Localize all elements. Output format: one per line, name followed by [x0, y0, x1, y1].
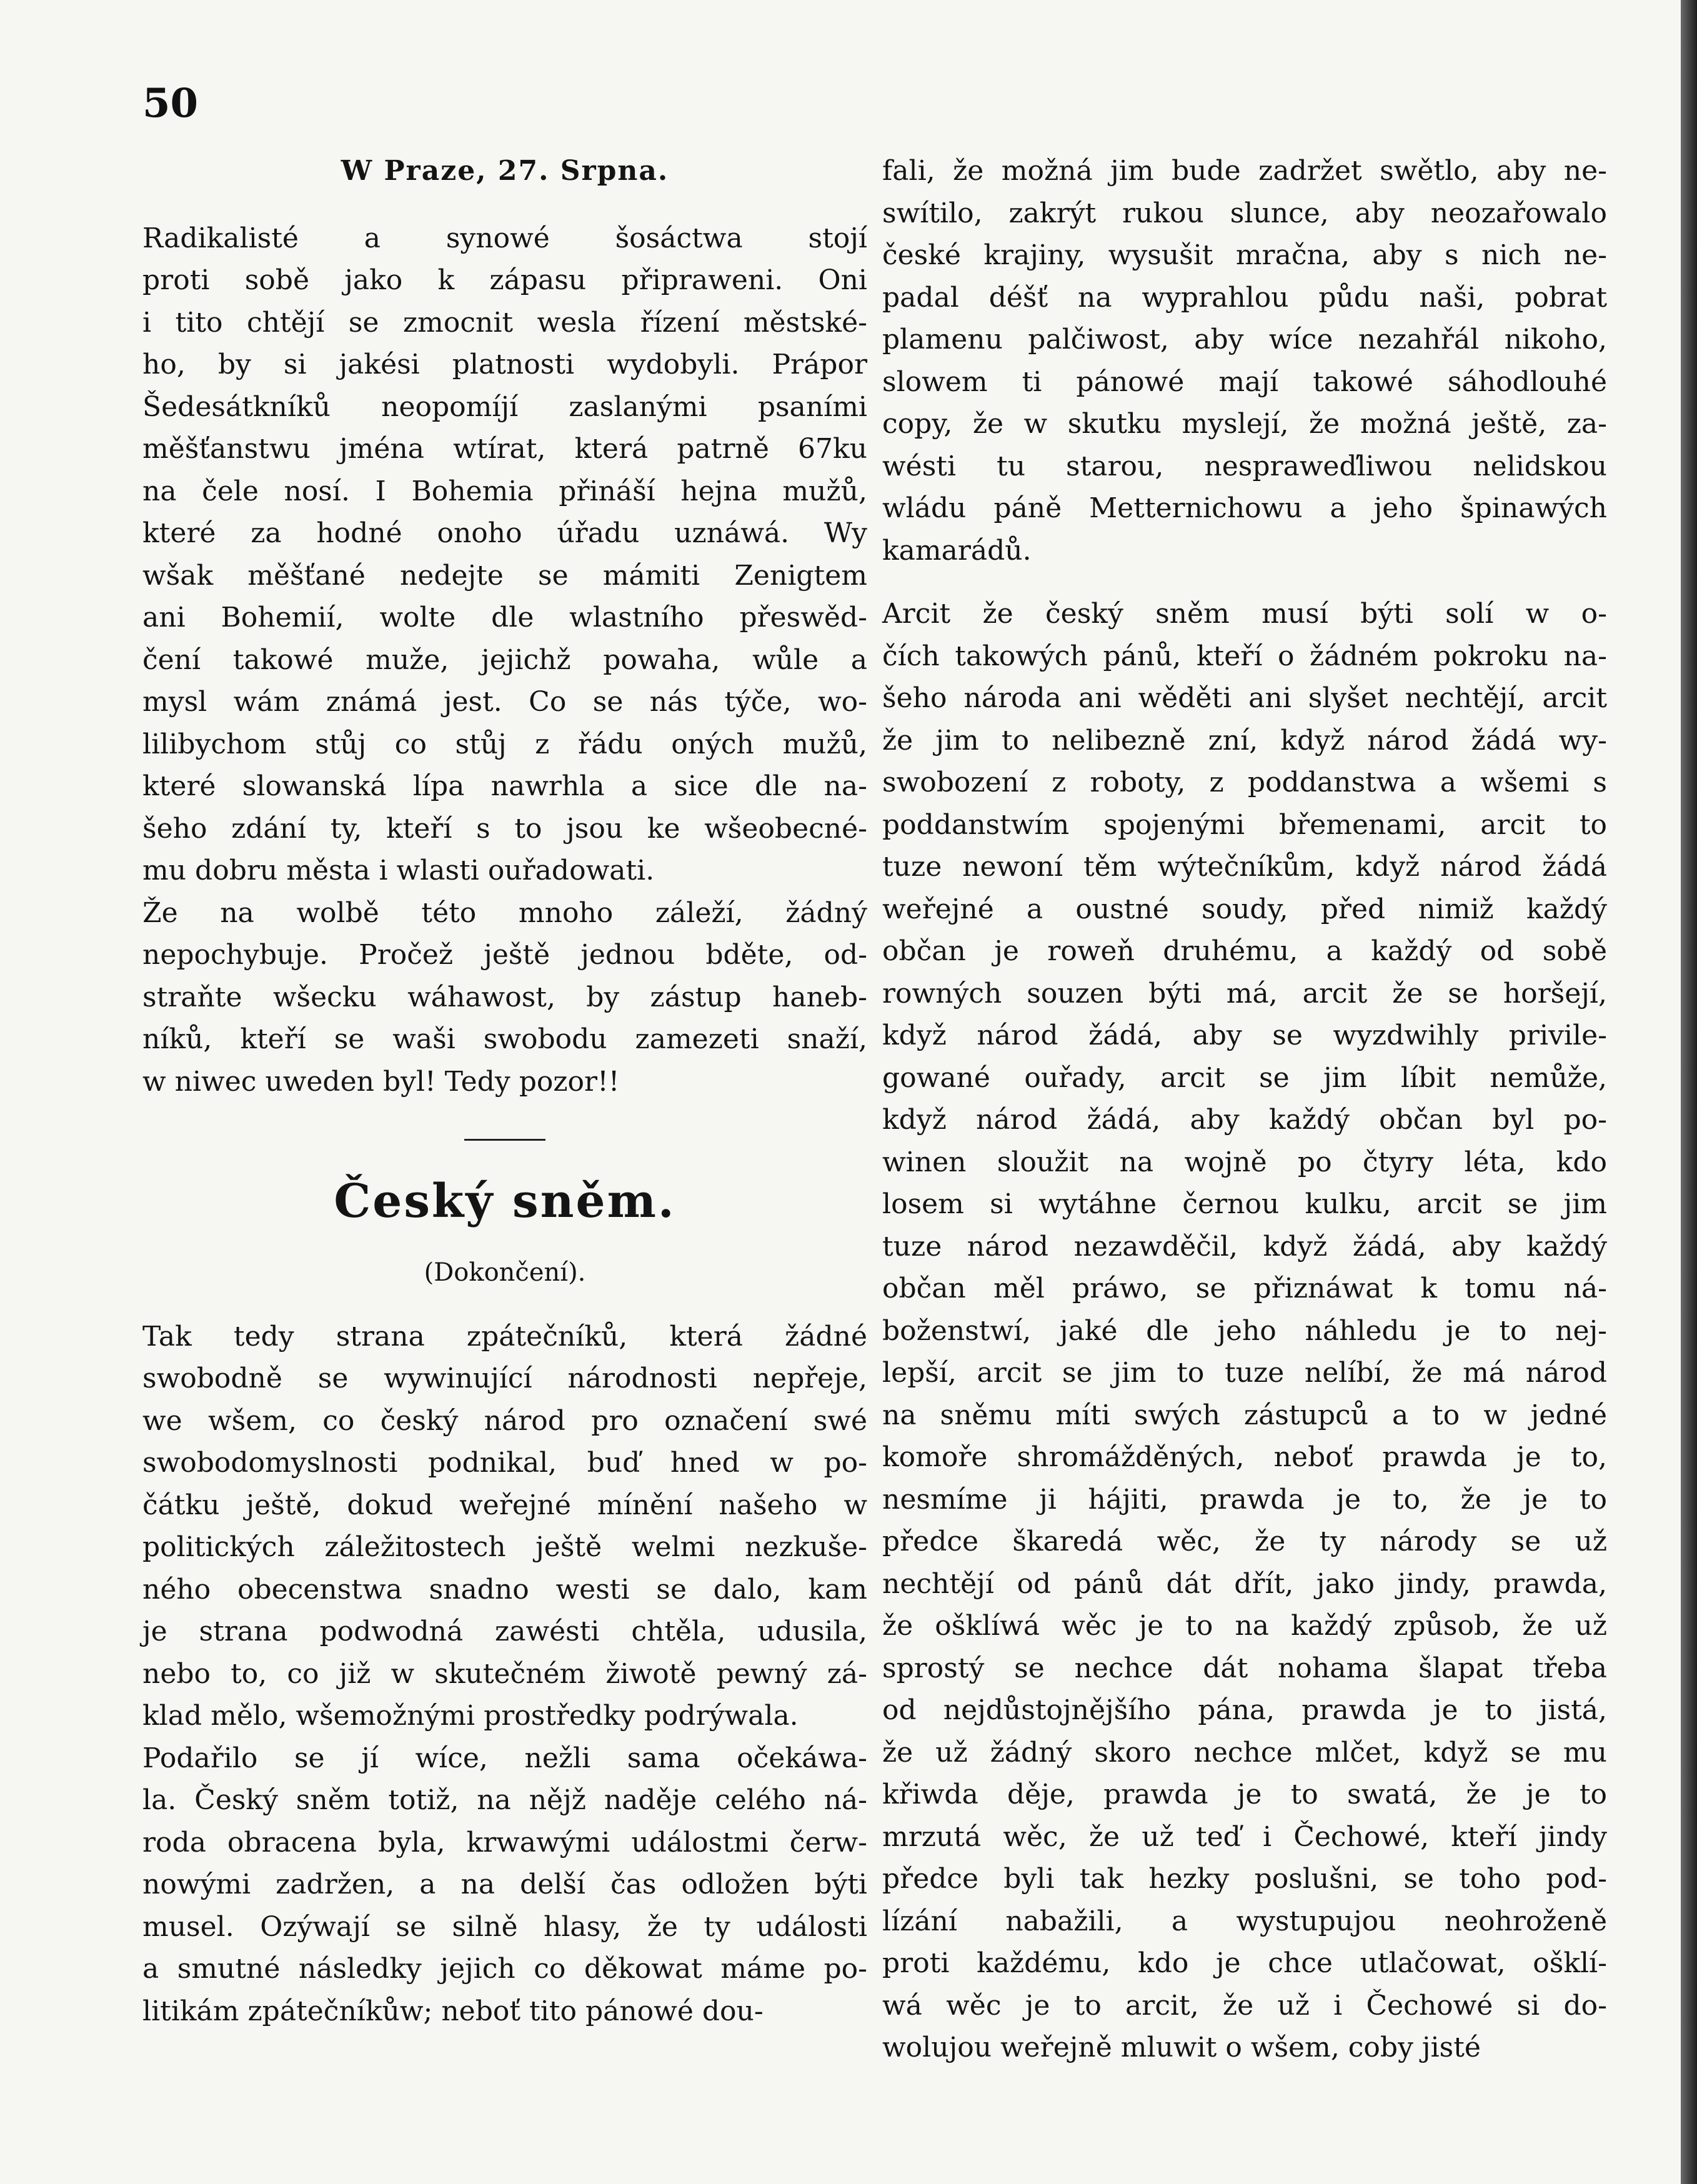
text-line: tuze národ nezawděčil, když žádá, aby každý: [882, 1230, 1607, 1263]
text-line: mysl wám známá jest. Co se nás týče, wo-: [142, 686, 867, 718]
text-line: wládu páně Metternichowu a jeho špinawých: [882, 492, 1607, 524]
text-line: a smutné následky jejich co děkowat máme po-: [142, 1953, 867, 1985]
text-line: klad mělo, wšemožnými prostředky podrýwala.: [142, 1700, 799, 1732]
paragraph-local-news-2: [142, 892, 867, 1103]
text-line: gowané ouřady, arcit se jim líbit nemůže,: [882, 1061, 1607, 1094]
text-line: nechtějí od pánů dát dřít, jako jindy, prawda,: [882, 1567, 1607, 1600]
text-line: Radikalisté a synowé šosáctwa stojí: [142, 222, 867, 254]
text-line: na čele nosí. I Bohemia přináší hejna mužů,: [142, 475, 867, 507]
text-line: šeho národa ani wěděti ani slyšet nechtějí, arcit: [882, 682, 1607, 714]
text-line: straňte wšecku wáhawost, by zástup haneb-: [142, 981, 867, 1013]
paragraph-article-4: [882, 593, 1607, 2069]
text-line: wolujou weřejně mluwit o wšem, coby jisté: [882, 2032, 1481, 2063]
paragraph-article-3: [882, 150, 1607, 572]
text-line: níků, kteří se waši swobodu zamezeti snaží,: [142, 1023, 867, 1055]
text-line: ho, by si jakési platnosti wydobyli. Prápor: [142, 349, 867, 380]
text-line: Šedesátkníků neopomíjí zaslanými psaními: [142, 390, 867, 423]
text-line: wá wěc je to arcit, že už i Čechowé si do-: [882, 1989, 1607, 2022]
text-line: i tito chtějí se zmocnit wesla řízení městské-: [142, 306, 867, 339]
text-line: šeho zdání ty, kteří s to jsou ke wšeobecné-: [142, 812, 867, 845]
paragraph-local-news-1: [142, 217, 867, 892]
text-line: copy, že w skutku myslejí, že možná ještě, za-: [882, 408, 1607, 440]
text-line: la. Český sněm totiž, na nějž naděje celého ná-: [142, 1784, 867, 1816]
text-line: nepochybuje. Pročež ještě jednou bděte, od-: [142, 939, 867, 971]
text-line: ani Bohemií, wolte dle wlastního přeswěd-: [142, 602, 867, 633]
text-line: české krajiny, wysušit mračna, aby s nich ne-: [882, 239, 1607, 271]
text-line: čátku ještě, dokud weřejné mínění našeho w: [142, 1489, 867, 1521]
text-line: tuze newoní těm wýtečníkům, když národ žádá: [882, 851, 1607, 883]
page-binding-edge: [1681, 0, 1697, 2184]
text-line: ného obecenstwa snadno westi se dalo, kam: [142, 1573, 867, 1606]
text-line: litikám zpátečníkůw; neboť tito pánowé dou-: [142, 1995, 764, 2027]
text-line: občan je roweň druhému, a každý od sobě: [882, 935, 1607, 967]
text-line: roda obracena byla, krwawými událostmi čerw-: [142, 1826, 867, 1859]
text-line: když národ žádá, aby každý občan byl po-: [882, 1104, 1607, 1136]
left-column: [142, 150, 867, 2032]
section-divider: [464, 1139, 545, 1141]
text-line: w niwec uweden byl! Tedy pozor!!: [142, 1065, 620, 1098]
text-line: musel. Ozýwají se silně hlasy, že ty události: [142, 1910, 867, 1943]
text-line: čích takowých pánů, kteří o žádném pokroku na-: [882, 640, 1607, 672]
text-line: politických záležitostech ještě welmi nezkuše-: [142, 1531, 867, 1563]
text-line: je strana podwodná zawésti chtěla, udusila,: [142, 1616, 867, 1647]
text-line: padal déšť na wyprahlou půdu naši, pobrat: [882, 281, 1607, 314]
text-line: na sněmu míti swých zástupců a to w jedné: [882, 1399, 1607, 1431]
text-line: že ošklíwá wěc je to na každý způsob, že už: [882, 1610, 1607, 1642]
text-line: proti sobě jako k zápasu připraweni. Oni: [142, 264, 867, 296]
text-line: slowem ti pánowé mají takowé sáhodlouhé: [882, 365, 1607, 398]
text-line: mu dobru města i wlasti ouřadowati.: [142, 855, 655, 886]
text-line: winen sloužit na wojně po čtyry léta, kdo: [882, 1146, 1607, 1178]
paragraph-article-1: [142, 1316, 867, 1737]
text-line: nowými zadržen, a na delší čas odložen býti: [142, 1869, 867, 1900]
text-line: předce škaredá wěc, že ty národy se už: [882, 1526, 1607, 1557]
text-line: sprostý se nechce dát nohama šlapat třeba: [882, 1652, 1607, 1684]
article-subtitle: (Dokončení).: [424, 1258, 586, 1287]
page-number: 50: [142, 80, 199, 127]
text-line: swobodomyslnosti podnikal, buď hned w po-: [142, 1447, 867, 1479]
paragraph-article-2: [142, 1737, 867, 2033]
text-line: nesmíme ji hájiti, prawda je to, že je to: [882, 1483, 1607, 1516]
text-line: čení takowé muže, jejichž powaha, wůle a: [142, 643, 867, 676]
text-line: swítilo, zakrýt rukou slunce, aby neozařowalo: [882, 197, 1607, 229]
text-line: Podařilo se jí wíce, nežli sama očekáwa-: [142, 1742, 867, 1774]
text-line: když národ žádá, aby se wyzdwihly privile-: [882, 1020, 1607, 1051]
text-line: lilibychom stůj co stůj z řádu oných mužů,: [142, 728, 867, 760]
text-line: weřejné a oustné soudy, před nimiž každý: [882, 893, 1607, 925]
text-line: nebo to, co již w skutečném žiwotě pewný zá-: [142, 1657, 867, 1690]
text-line: rowných souzen býti má, arcit že se horšejí,: [882, 977, 1607, 1010]
text-line: fali, že možná jim bude zadržet swětlo, aby ne-: [882, 155, 1607, 187]
text-line: které za hodné onoho úřadu uznáwá. Wy: [142, 517, 867, 549]
right-column: [882, 150, 1607, 2069]
text-line: we wšem, co český národ pro označení swé: [142, 1404, 867, 1437]
text-line: wésti tu starou, nespraweďliwou nelidskou: [882, 450, 1607, 482]
text-line: předce byli tak hezky poslušni, se toho pod-: [882, 1863, 1607, 1895]
dateline: W Praze, 27. Srpna.: [341, 155, 669, 187]
text-line: že jim to nelibezně zní, když národ žádá wy-: [882, 724, 1607, 757]
text-line: občan měl práwo, se přiznáwat k tomu ná-: [882, 1273, 1607, 1304]
text-line: lízání nabažili, a wystupujou neohroženě: [882, 1905, 1607, 1937]
text-line: poddanstwím spojenými břemenami, arcit to: [882, 808, 1607, 841]
text-line: že už žádný skoro nechce mlčet, když se mu: [882, 1736, 1607, 1769]
text-line: komoře shromážděných, neboť prawda je to,: [882, 1441, 1607, 1473]
text-line: Tak tedy strana zpátečníků, která žádné: [142, 1320, 867, 1353]
text-line: Že na wolbě této mnoho záleží, žádný: [142, 896, 867, 929]
text-line: plamenu palčiwost, aby wíce nezahřál nikoho,: [882, 324, 1607, 355]
text-line: měšťanstwu jména wtírat, která patrně 67ku: [142, 433, 867, 465]
text-line: kamarádů.: [882, 534, 1032, 567]
text-line: proti každému, kdo je chce utlačowat, ošklí-: [882, 1947, 1607, 1979]
text-line: boženstwí, jaké dle jeho náhledu je to nej-: [882, 1314, 1607, 1347]
text-line: od nejdůstojnějšího pána, prawda je to jistá,: [882, 1694, 1607, 1726]
text-line: wšak měšťané nedejte se mámiti Zenigtem: [142, 559, 867, 592]
article-title: Český sněm.: [334, 1174, 676, 1228]
text-line: Arcit že český sněm musí býti solí w o-: [882, 598, 1607, 630]
text-line: které slowanská lípa nawrhla a sice dle na-: [142, 770, 867, 802]
text-line: swobodně se wywinující národnosti nepřeje,: [142, 1363, 867, 1394]
text-line: lepší, arcit se jim to tuze nelíbí, že má národ: [882, 1357, 1607, 1389]
text-line: swobození z roboty, z poddanstwa a wšemi s: [882, 767, 1607, 798]
text-line: křiwda děje, prawda je to swatá, že je to: [882, 1779, 1607, 1810]
text-line: losem si wytáhne černou kulku, arcit se jim: [882, 1188, 1607, 1220]
text-line: mrzutá wěc, že už teď i Čechowé, kteří jindy: [882, 1820, 1607, 1853]
